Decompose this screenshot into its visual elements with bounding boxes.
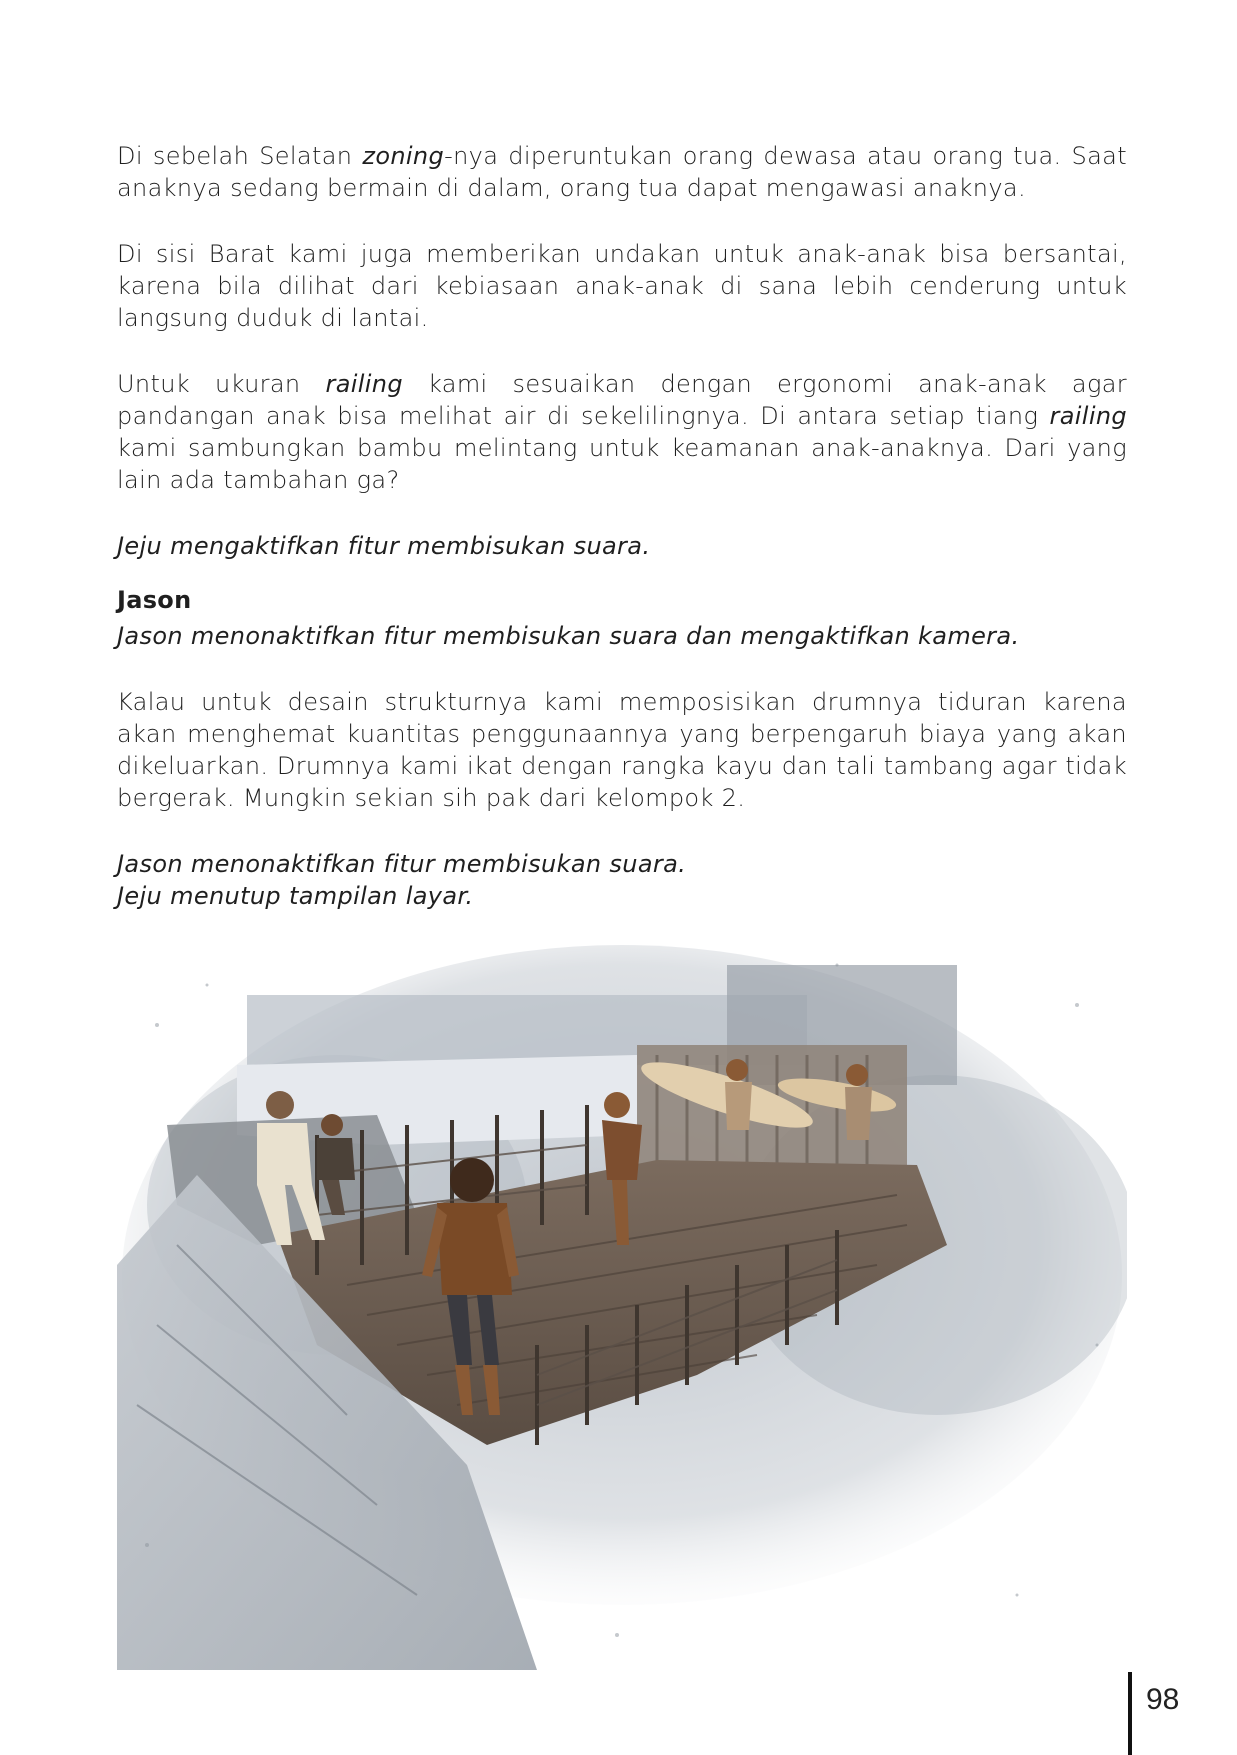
term-zoning: zoning [362,142,445,170]
page-number-rule [1128,1672,1132,1755]
term-railing: railing [1049,402,1127,430]
page-number: 98 [1146,1683,1180,1716]
speaker-name: Jason [117,586,192,614]
page-body [117,140,1127,912]
term-railing: railing [325,370,403,398]
floating-playground-illustration [117,945,1127,1670]
paragraph-struktur: Kalau untuk desain strukturnya kami memposisikan drumnya tiduran karena akan menghemat kuantitas penggunaannya yang berpengaruh biaya yang akan dikeluarkan. Drumnya kami ikat dengan rangka kayu dan tali tambang agar tidak bergerak. Mungkin sekian sih pak dari kelompok 2. [117,688,1127,812]
stage-direction: Jason menonaktifkan fitur membisukan suara. [117,850,687,878]
stage-direction: Jeju menutup tampilan layar. [117,882,474,910]
paragraph-zoning: Di sebelah Selatan zoning-nya diperuntukan orang dewasa atau orang tua. Saat anaknya sedang bermain di dalam, orang tua dapat mengawasi anaknya. [117,142,1127,202]
paragraph-undakan: Di sisi Barat kami juga memberikan undakan untuk anak-anak bisa bersantai, karena bila dilihat dari kebiasaan anak-anak di sana lebih cenderung untuk langsung duduk di lantai. [117,240,1127,332]
stage-direction: Jason menonaktifkan fitur membisukan suara dan mengaktifkan kamera. [117,622,1020,650]
stage-direction: Jeju mengaktifkan fitur membisukan suara. [117,532,651,560]
paragraph-railing: Untuk ukuran railing kami sesuaikan dengan ergonomi anak-anak agar pandangan anak bisa melihat air di sekelilingnya. Di antara setiap tiang railing kami sambungkan bambu melintang untuk keamanan anak-anaknya. Dari yang lain ada tambahan ga? [117,370,1127,494]
watercolor-illustration [117,945,1127,1670]
